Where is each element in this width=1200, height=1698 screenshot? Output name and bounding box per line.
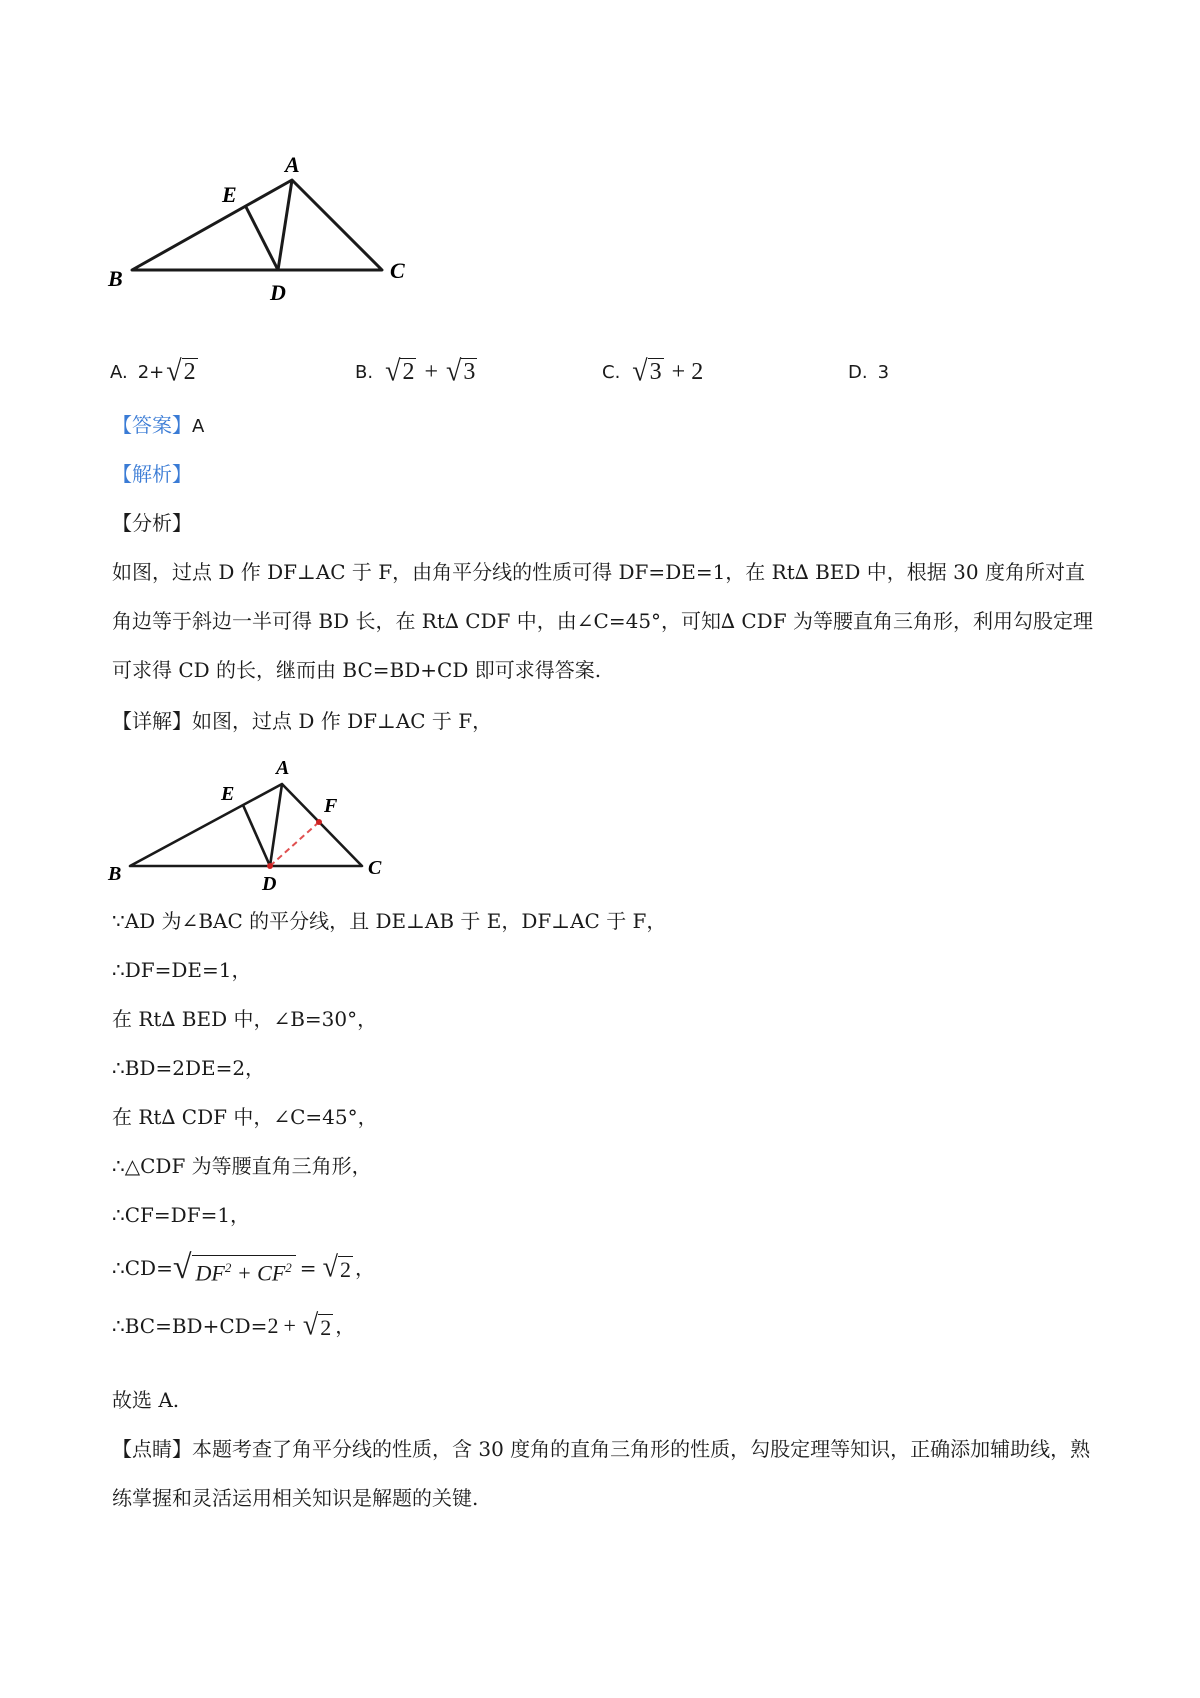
step-4: ∴BD=2DE=2， (112, 1056, 266, 1080)
analysis-line (112, 462, 1102, 486)
answer-options (110, 352, 1110, 392)
step-10: 故选 A. (112, 1388, 180, 1412)
option-a-label: A. (110, 361, 128, 383)
option-a-pre: 2+ (137, 361, 165, 383)
step-8-post: ， (354, 1256, 375, 1280)
option-a: A. 2+ √ 2 (110, 355, 196, 389)
option-b-rad1: 2 (402, 358, 415, 385)
option-b-op: + (424, 358, 438, 385)
segment-ad (278, 180, 292, 270)
triangle-figure-2 (100, 750, 400, 894)
label-d: D (270, 280, 286, 305)
dianjing-text: 本题考查了角平分线的性质，含 30 度角的直角三角形的性质，勾股定理等知识，正确添加辅助线，熟练掌握和灵活运用相关知识是解题的关键. (112, 1437, 1091, 1510)
step-9-two: 2 (267, 1313, 279, 1338)
step-8: ∴CD= √ $DF^2 + CF^2$ = √ 2 ， (112, 1249, 375, 1286)
option-c-op: + (671, 358, 686, 385)
answer-tag: 【答案】 (112, 413, 192, 437)
point-d (267, 863, 273, 869)
option-b-rad2: 3 (463, 358, 476, 385)
label2-e: E (221, 783, 235, 805)
option-d (848, 352, 889, 392)
option-b: B. √ 2 + √ 3 (355, 355, 476, 389)
step-9: ∴BC=BD+CD= 2 + √ 2 ， (112, 1309, 356, 1342)
detail-text: 如图，过点 D 作 DF⊥AC 于 F， (192, 709, 493, 733)
detail-tag: 【详解】 (112, 709, 192, 733)
triangle-abc (132, 180, 382, 270)
step-9-post: ， (335, 1314, 356, 1338)
fenxi-tag-line (112, 511, 1102, 535)
segment-de-2 (243, 805, 270, 866)
option-a-rad: 2 (183, 358, 196, 385)
option-c-label: C. (602, 361, 621, 383)
dianjing-paragraph (112, 1425, 1102, 1523)
step-8-radical: √ $DF^2 + CF^2$ (173, 1251, 296, 1285)
segment-df-dashed (270, 822, 319, 866)
label-c: C (390, 258, 405, 283)
step-1: ∵AD 为∠BAC 的平分线，且 DE⊥AB 于 E，DF⊥AC 于 F， (112, 909, 667, 933)
analysis-tag: 【解析】 (112, 462, 192, 486)
option-c-rad: 3 (649, 358, 662, 385)
label-a: A (285, 152, 300, 177)
segment-ad-2 (270, 784, 282, 866)
step-9-plus: + (283, 1313, 296, 1338)
label2-a: A (276, 757, 290, 779)
label-e: E (222, 182, 237, 207)
triangle-figure-1 (100, 150, 440, 324)
fenxi-paragraph: 如图，过点 D 作 DF⊥AC 于 F，由角平分线的性质可得 DF=DE=1，在 Rt∆ BED 中，根据 30 度角所对直角边等于斜边一半可得 BD 长，在 Rt∆ CDF 中，由∠C=45°，可知∆ CDF 为等腰直角三角形，利用勾股定理可求得 CD 的长，继而由 BC=BD+CD 即可求得答案. (112, 560, 1093, 682)
step-8-result: 2 (339, 1256, 351, 1282)
step-6: ∴△CDF 为等腰直角三角形， (112, 1154, 372, 1178)
dianjing-tag: 【点睛】 (112, 1437, 192, 1461)
option-d-label: D. (848, 361, 868, 383)
step-5: 在 Rt∆ CDF 中，∠C=45°， (112, 1105, 378, 1129)
label2-c: C (368, 857, 382, 879)
step-7: ∴CF=DF=1， (112, 1203, 251, 1227)
detail-line (112, 709, 1102, 733)
step-8-eq: = (299, 1256, 317, 1280)
segment-de (246, 207, 278, 270)
answer-line (112, 413, 1102, 439)
option-b-label: B. (355, 361, 374, 383)
option-c-post: 2 (691, 358, 704, 385)
step-3: 在 Rt∆ BED 中，∠B=30°， (112, 1007, 378, 1031)
fenxi-tag: 【分析】 (112, 511, 192, 535)
step-2: ∴DF=DE=1， (112, 958, 252, 982)
label2-f: F (324, 795, 338, 817)
step-9-result: 2 (320, 1314, 332, 1340)
label2-b: B (108, 863, 122, 885)
step-8-pre: ∴CD= (112, 1256, 173, 1280)
step-9-pre: ∴BC=BD+CD= (112, 1314, 268, 1338)
label-b: B (108, 266, 123, 291)
point-f (316, 819, 322, 825)
option-c: C. √ 3 + 2 (602, 355, 704, 389)
answer-value: A (192, 416, 205, 437)
option-d-value: 3 (877, 361, 890, 383)
label2-d: D (262, 873, 277, 890)
